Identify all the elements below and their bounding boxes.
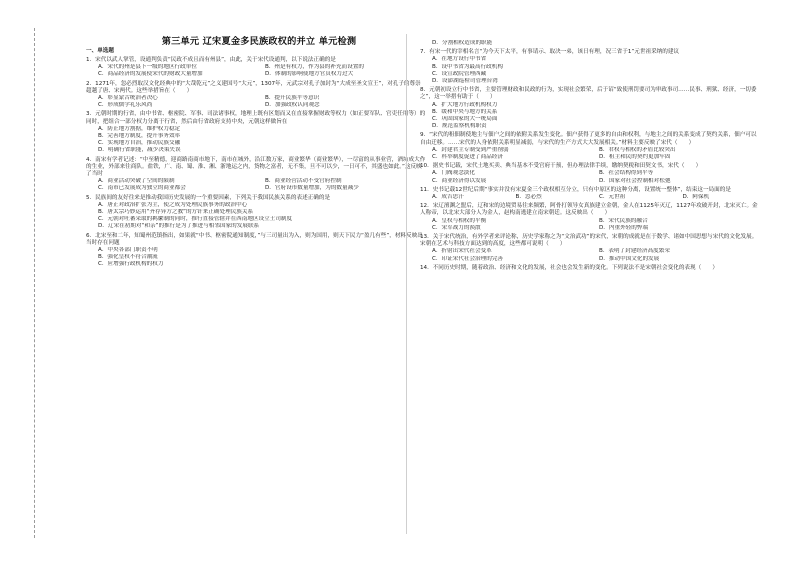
right-column bbox=[420, 40, 760, 274]
question-stem: 8．元朝初设立行中书省，主要管理财政和民政的行为，实现社会繁荣，后于诏“致使刑罚要司为审政事司……民事、刑狱、经济，一切委之”，这一举措有助于（ ） bbox=[420, 87, 757, 101]
answer-options bbox=[86, 178, 426, 192]
answer-options bbox=[420, 218, 760, 232]
answer-option: B．提升民族平等意识 bbox=[265, 94, 320, 101]
answer-option: A．皇权与相权的平衡 bbox=[432, 217, 487, 224]
answer-options bbox=[420, 170, 760, 184]
question-stem: 10．据史书记载，宋代土地买卖、典当基本不受官府干预，但办理法律手续，缴纳契税和田契文书，宋代（ ） bbox=[420, 163, 702, 170]
answer-option: A．中央各部门职责不明 bbox=[98, 246, 158, 253]
answer-option: D．辽宋在初期对“和亲”的推行是为了推进与相邻国家的发展联系 bbox=[98, 223, 260, 230]
question-block bbox=[86, 81, 426, 110]
answer-option: D．官府设市数量增加，为的数量减少 bbox=[265, 185, 359, 192]
answer-option: C．科举制度促进了商品经济 bbox=[432, 154, 504, 161]
answer-option: B．商业经营活动不受官府控制 bbox=[265, 178, 342, 185]
answer-option: B．唐太宗巧妙运用“齐存异方之教”的方针来正确处理民族关系 bbox=[98, 208, 254, 215]
left-column bbox=[86, 38, 426, 271]
answer-option: B．社会结构得到平等 bbox=[599, 170, 654, 177]
page-title: 第三单元 辽宋夏金多民族政权的并立 单元检测 bbox=[161, 36, 357, 47]
answer-options bbox=[86, 126, 426, 155]
answer-option: C．南市已发展成为独立的商业都会 bbox=[98, 185, 186, 192]
answer-option: D．推动中国文化的发展 bbox=[599, 255, 660, 262]
answer-option: D．租主和民的契约更加牢固 bbox=[599, 154, 671, 161]
answer-option: C．应增强行政机构的权力 bbox=[98, 261, 164, 268]
question-block bbox=[420, 49, 760, 85]
answer-option: A．宋代的州是县下一级的地区行政单位 bbox=[98, 64, 197, 71]
answer-option: C．宋军战力的涣散 bbox=[432, 224, 481, 231]
answer-option: B．完善地方制度，提升事务效率 bbox=[98, 132, 181, 139]
answer-option: D．体制的影响使地方官员权力过大 bbox=[265, 71, 354, 78]
answer-options bbox=[420, 194, 760, 201]
answer-option: A．在地方设行中书省 bbox=[432, 56, 487, 63]
answer-options bbox=[420, 248, 760, 262]
answer-option: D．阿保机 bbox=[682, 194, 710, 201]
answer-option: C．形成儒学礼乐风尚 bbox=[98, 102, 153, 109]
question-stem: 7．有宋一代的宰相名言“为今天下太平，有事请示、取决一弟，该日有理，况三省于1”元世祖采纳的建议 bbox=[420, 49, 680, 56]
answer-option: A．折射出宋代社会变革 bbox=[432, 248, 492, 255]
answer-options bbox=[86, 64, 426, 78]
answer-options bbox=[86, 247, 426, 269]
question-block bbox=[420, 87, 760, 130]
question-block bbox=[86, 111, 426, 154]
answer-options bbox=[420, 147, 760, 161]
question-stem: 2．1271年，忽必烈取汉文化经典中的“大哉乾元”之义建国号“大元”，1307年，元武宗对孔子加封为“大成至圣文宣王”，对孔子的尊崇超越了唐、宋两代。这些举措旨在（ ） bbox=[86, 80, 421, 94]
question-block bbox=[420, 203, 760, 232]
question-stem: 3．元朝时期的行省，由中书省、枢密院、军事、司法诸事权，地理上既有区划而又在直接掌握财政等权力（如正要军队、官吏任用等）的同时，把组合一部分权力分离于行省，然后由行省政府支持中央，元朝这样做旨在 bbox=[86, 111, 426, 125]
answer-option: C．巩固国家的大一统局面 bbox=[432, 116, 498, 123]
answer-option: B．缓和中央与地方的关系 bbox=[432, 108, 498, 115]
answer-options bbox=[86, 95, 426, 109]
answer-option: D．设澎湖巡检司管理台湾 bbox=[432, 78, 498, 85]
carryover-option: D．分割相权造成的职能 bbox=[432, 40, 493, 46]
answer-option: B．宋代民族的融合 bbox=[599, 217, 648, 224]
binding-margin-line bbox=[34, 28, 35, 538]
answer-option: C．设宣政院管理西藏 bbox=[432, 70, 487, 77]
answer-option: B．设中书省为最高行政机构 bbox=[432, 63, 503, 70]
answer-option: A．防止地方割据，维护权力稳定 bbox=[98, 125, 181, 132]
question-stem: 11．史书记载12世纪后期“事实并没有宋夏金三个政权相互分立，只有中原区的这种分离，设置统一整体”，结束这一局面的是 bbox=[420, 186, 731, 193]
answer-option: D．规范监察机构职责 bbox=[432, 123, 487, 130]
question-stem: 13．关于宋代统治，有外学者来评论称，历史学家称之为“文治武功”的宋代，宋朝的成就是在于数学、诸如中国思想与宋代的文化发展。宋朝在艺术与科技方面达到的高度，这些都可说明（ ） bbox=[420, 234, 758, 248]
answer-option: A．成吉思汗 bbox=[432, 194, 464, 201]
answer-option: B．表明了封建经济高度繁荣 bbox=[599, 248, 670, 255]
question-block bbox=[420, 132, 760, 161]
question-block bbox=[86, 157, 426, 193]
question-stem: 4．南宋有学者记述：“中至精德，迎商路南商市地下，南市在城外，沿江数万家，商业繁华（商业繁华），一尽富的从事业营，酒坊成大作的生业，外部来往商队。盐铁，广、南、蜀、淮、湘、浙地运之内，货物之富者，无不集，旦不可以少，一日可不，其盛也如此。”这反映了当时 bbox=[86, 156, 426, 177]
question-stem: 14．不同历史时期，随着政治、经济和文化的发展，社会也会发生新的变化。下列说法不是宋朝社会变化的表现（ ） bbox=[420, 264, 718, 271]
answer-option: B．君权与相权的矛盾比较突出 bbox=[599, 146, 676, 153]
question-block bbox=[86, 195, 426, 231]
question-block bbox=[86, 57, 426, 79]
question-stem: 12．宋辽澶渊之盟后，辽和宋的边境贸易往来频繁，阿骨打领导女真族建立金朝，金人在1125年灭辽，1127年攻破开封，北宋灭亡。金人称帝，以北宋大部分人为金人，赵构南逃建立南宋朝廷。这反映出（ ） bbox=[420, 203, 758, 217]
answer-option: A．门阀观念淡化 bbox=[432, 170, 475, 177]
answer-option: C．元世祖 bbox=[599, 194, 626, 201]
answer-option: A．扩大地方行政机构权力 bbox=[432, 101, 498, 108]
answer-option: B．州是有权力，作为县的补充而设置的 bbox=[265, 64, 364, 71]
answer-option: D．明确行省职能，减少决策失误 bbox=[98, 147, 181, 154]
answer-option: C．实现地方自治，推动民族交融 bbox=[98, 140, 181, 147]
column-divider bbox=[406, 34, 407, 534]
answer-option: D．国家对社会控制相对松弛 bbox=[599, 177, 671, 184]
answer-option: C．商品经济的发展使宋代的财政大量增加 bbox=[98, 71, 203, 78]
answer-options bbox=[420, 56, 760, 85]
answer-option: D．加强政权认同观念 bbox=[265, 102, 320, 109]
answer-option: A．封建君主专制受到严重削弱 bbox=[432, 146, 509, 153]
answer-option: C．元朝对吐蕃采取的羁縻制的同时，推行直接管辖并在西南地区设立土司制度 bbox=[98, 216, 293, 223]
question-block bbox=[420, 187, 760, 201]
question-block bbox=[420, 265, 760, 272]
question-block bbox=[420, 163, 760, 185]
answer-options bbox=[86, 202, 426, 231]
question-stem: 9．“宋代的租佃制使地主与佃户之间的依附关系发生变化。佃户获得了更多的自由和权利，与地主之间的关系变成了契约关系，佃户可以自由迁移。……宋代的人身依附关系明显减弱，与宋代的生产方式大大发展相关。”材料主要反映了宋代（ ） bbox=[420, 132, 757, 146]
answer-options bbox=[420, 102, 760, 131]
answer-option: B．忽必烈 bbox=[515, 194, 542, 201]
question-block bbox=[86, 233, 426, 269]
section-heading: 一、单选题 bbox=[86, 48, 114, 55]
answer-option: B．强化皇权不符合潮流 bbox=[98, 254, 158, 261]
answer-option: A．彰显蒙古统治者决心 bbox=[98, 94, 158, 101]
answer-option: C．印证宋代社会治理的完善 bbox=[432, 255, 504, 262]
answer-option: D．内重外轻的弊端 bbox=[599, 224, 649, 231]
question-stem: 6．北宋至和二年，知蜀州范镇指出，如果就“中书、枢密院通知制度，”与三司量出为入，则为国用，则天下民力“盈几有些”，材料反映出当时存在问题 bbox=[86, 232, 423, 246]
question-block bbox=[420, 234, 760, 263]
question-stem: 5．民族间的友好往来是推动我国历史发展的一个重要因素，下列关于我国民族关系的表述正确的是 bbox=[86, 194, 331, 201]
answer-option: C．商业经济得以发展 bbox=[432, 177, 487, 184]
left-question-list bbox=[86, 57, 426, 269]
question-stem: 1．宋代以武人掌管，设通判负责“民政不成且而有州县”，由此，关于宋代设通判，以下说法正确的是 bbox=[86, 56, 336, 63]
answer-option: A．商业活动突破了空间的限制 bbox=[98, 178, 175, 185]
right-question-list bbox=[420, 40, 760, 272]
answer-option: A．唐正对政治扩张为主，使之成为处理民族事务的政治中心 bbox=[98, 201, 248, 208]
